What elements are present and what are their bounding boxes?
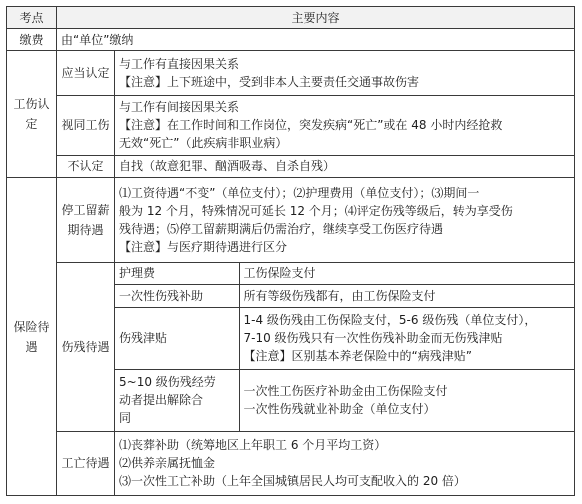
content-shitong	[115, 95, 575, 155]
note-line: 【注意】区别基本养老保险中的“病残津贴”	[243, 349, 472, 364]
content-jiaofei: 由“单位”缴纳	[57, 29, 575, 51]
text-line: 一次性工伤医疗补助金由工伤保险支付	[243, 384, 448, 399]
content-table	[6, 6, 575, 496]
text-line: 无效“死亡”（此疾病非职业病）	[119, 136, 288, 151]
sub-content	[239, 370, 574, 431]
row-shitong	[7, 95, 575, 155]
label-tinggong: 停工留薪期待遇	[57, 178, 115, 263]
row-buren	[7, 155, 575, 177]
note-line: 【注意】与医疗期待遇进行区分	[119, 239, 288, 254]
sub-content: 所有等级伤残都有，由工伤保险支付	[239, 285, 574, 307]
sub-label: 伤残津贴	[115, 307, 239, 370]
row-shangcan	[7, 262, 575, 431]
sub-label: 护理费	[115, 263, 239, 285]
subrow-jintie	[115, 307, 574, 370]
sub-label: 一次性伤残补助	[115, 285, 239, 307]
row-tinggong	[7, 178, 575, 263]
row-jiaofei	[7, 29, 575, 51]
header-content: 主要内容	[57, 7, 575, 29]
text-line: 动者提出解除合	[119, 393, 204, 408]
subrow-buzhu	[115, 285, 574, 307]
text-line: ⑶一次性工亡补助（上年全国城镇居民人均可支配收入的 20 倍）	[119, 474, 466, 489]
text-line: 7-10 级伤残只有一次性伤残补助金而无伤残津贴	[243, 331, 503, 346]
label-jiaofei: 缴费	[7, 29, 57, 51]
content-buren: 自找（故意犯罪、酗酒吸毒、自杀自残）	[115, 155, 575, 177]
label-yingdang: 应当认定	[57, 51, 115, 95]
text-line: ⑴工资待遇“不变”（单位支付）；⑵护理费用（单位支付）；⑶期间一	[119, 185, 480, 200]
content-tinggong	[115, 178, 575, 263]
text-line: ⑵供养亲属抚恤金	[119, 456, 216, 471]
text-line: 同	[119, 411, 132, 426]
sub-label	[115, 370, 239, 431]
text-line: 5~10 级伤残经劳	[119, 375, 216, 390]
shangcan-subtable	[115, 263, 574, 431]
label-shitong: 视同工伤	[57, 95, 115, 155]
label-baoxian: 保险待遇	[7, 178, 57, 496]
note-line: 【注意】上下班途中，受到非本人主要责任交通事故伤害	[119, 74, 420, 89]
sub-content: 工伤保险支付	[239, 263, 574, 285]
row-yingong	[7, 431, 575, 495]
text-line: 般为 12 个月，特殊情况可延长 12 个月；⑷评定伤残等级后，转为享受伤	[119, 203, 513, 218]
content-yingdang	[115, 51, 575, 95]
text-line: 残待遇；⑸停工留薪期满后仍需治疗，继续享受工伤医疗待遇	[119, 221, 444, 236]
label-gongshang: 工伤认定	[7, 51, 57, 178]
shangcan-subtable-cell	[115, 262, 575, 431]
text-line: 1-4 级伤残由工伤保险支付，5-6 级伤残（单位支付），	[243, 313, 537, 328]
subrow-huli	[115, 263, 574, 285]
label-shangcan: 伤残待遇	[57, 262, 115, 431]
row-yingdang	[7, 51, 575, 95]
header-topic: 考点	[7, 7, 57, 29]
label-yingong: 工亡待遇	[57, 431, 115, 495]
text-line: 与工作有间接因果关系	[119, 100, 240, 115]
subrow-jiechu	[115, 370, 574, 431]
header-row	[7, 7, 575, 29]
sub-content	[239, 307, 574, 370]
text-line: ⑴丧葬补助（统筹地区上年职工 6 个月平均工资）	[119, 438, 387, 453]
note-line: 【注意】在工作时间和工作岗位，突发疾病“死亡”或在 48 小时内经抢救	[119, 118, 503, 133]
content-yingong	[115, 431, 575, 495]
text-line: 与工作有直接因果关系	[119, 56, 240, 71]
label-buren: 不认定	[57, 155, 115, 177]
text-line: 一次性伤残就业补助金（单位支付）	[243, 402, 436, 417]
